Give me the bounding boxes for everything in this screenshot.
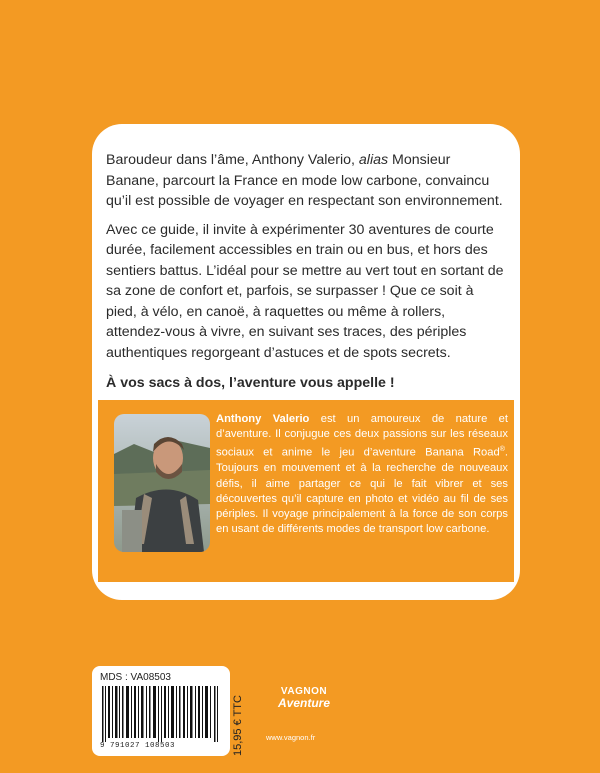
barcode-icon — [100, 686, 222, 742]
publisher-url: www.vagnon.fr — [266, 733, 316, 742]
isbn-number: 9 791027 108503 — [100, 742, 176, 750]
back-cover-panel — [92, 124, 520, 600]
blurb — [106, 150, 506, 402]
blurb-paragraph-1: Baroudeur dans l’âme, Anthony Valerio, alias Monsieur Banane, parcourt la France en mode low carbone, convaincu qu’il est possible de voyager en respectant son environnement. — [106, 152, 503, 209]
mds-code: MDS : VA08503 — [100, 672, 171, 683]
barcode-box — [92, 666, 230, 756]
publisher-logo: VAGNON Aventure — [277, 686, 330, 710]
author-name: Anthony Valerio — [216, 413, 310, 425]
author-bio-box — [98, 400, 514, 582]
price-label: 15,95 € TTC — [232, 695, 244, 756]
author-bio-text: Anthony Valerio est un amoureux de nature et d’aventure. Il conjugue ces deux passions sur les réseaux sociaux et anime le jeu d’aventure Banana Road®. Toujours en mouvement et à la recherche de nouveaux défis, il aime partager ce qui le fait vibrer et ses découvertes qu’il capture en photo et vidéo au fil de ses périples. Il voyage principalement à la force de son corps en usant de différents modes de transport low carbone. — [216, 413, 508, 536]
blurb-closing: À vos sacs à dos, l’aventure vous appelle ! — [106, 375, 395, 391]
author-photo — [114, 414, 210, 552]
blurb-paragraph-2: Avec ce guide, il invite à expérimenter 30 aventures de courte durée, facilement accessibles en train ou en bus, et hors des sentiers battus. L’idéal pour se mettre au vert tout en sortant de sa zone de confort et, parfois, se surpasser ! Que ce soit à pied, à vélo, en canoë, à raquettes ou même à rollers, attendez-vous à vivre, en suivant ses traces, des périples authentiques regorgeant d’astuces et de spots secrets. — [106, 221, 504, 361]
